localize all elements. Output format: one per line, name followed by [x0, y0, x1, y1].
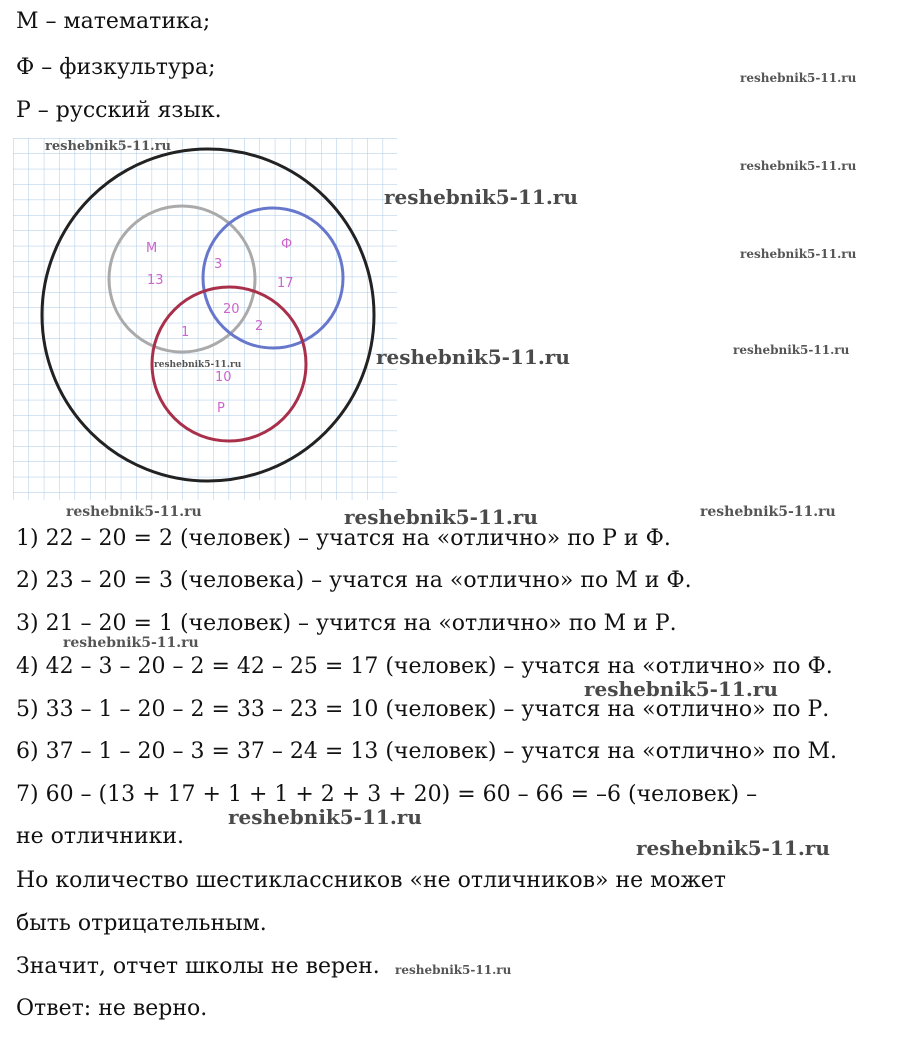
label-pe: Ф: [281, 237, 293, 252]
num-pe-russian: 2: [255, 319, 264, 334]
label-russian: Р: [217, 401, 225, 416]
watermark: reshebnik5-11.ru: [228, 805, 422, 829]
step-5: 5) 33 – 1 – 20 – 2 = 33 – 23 = 10 (человек) – учатся на «отлично» по Р.: [16, 697, 830, 722]
watermark: reshebnik5-11.ru: [733, 343, 850, 357]
watermark: reshebnik5-11.ru: [384, 185, 578, 209]
conclusion-2: быть отрицательным.: [16, 911, 267, 936]
conclusion-1: Но количество шестиклассников «не отличников» не может: [16, 868, 726, 893]
legend-math: М – математика;: [16, 9, 211, 34]
legend-pe: Ф – физкультура;: [16, 55, 216, 80]
step-7: 7) 60 – (13 + 17 + 1 + 1 + 2 + 3 + 20) = 60 – 66 = –6 (человек) –: [16, 782, 758, 807]
step-7-continued: не отличники.: [16, 824, 185, 849]
watermark: reshebnik5-11.ru: [344, 505, 538, 529]
watermark-in-diagram: reshebnik5-11.ru: [154, 360, 242, 370]
watermark: reshebnik5-11.ru: [395, 963, 512, 977]
grid-background: [13, 138, 397, 500]
watermark: reshebnik5-11.ru: [740, 159, 857, 173]
watermark: reshebnik5-11.ru: [376, 345, 570, 369]
watermark: reshebnik5-11.ru: [66, 504, 202, 520]
watermark: reshebnik5-11.ru: [636, 836, 830, 860]
step-6: 6) 37 – 1 – 20 – 3 = 37 – 24 = 13 (человек) – учатся на «отлично» по М.: [16, 739, 837, 764]
num-math-pe: 3: [214, 257, 223, 272]
venn-diagram: [13, 138, 397, 500]
conclusion-3: Значит, отчет школы не верен.: [16, 954, 380, 979]
watermark: reshebnik5-11.ru: [63, 635, 199, 651]
label-math: М: [146, 241, 158, 256]
watermark: reshebnik5-11.ru: [740, 247, 857, 261]
num-russian-only: 10: [215, 370, 232, 385]
step-4: 4) 42 – 3 – 20 – 2 = 42 – 25 = 17 (человек) – учатся на «отлично» по Ф.: [16, 654, 833, 679]
step-2: 2) 23 – 20 = 3 (человека) – учатся на «отлично» по М и Ф.: [16, 568, 692, 593]
answer: Ответ: не верно.: [16, 996, 208, 1021]
watermark-diagram-top: reshebnik5-11.ru: [45, 139, 172, 154]
num-all-three: 20: [223, 302, 240, 317]
step-3: 3) 21 – 20 = 1 (человек) – учится на «отлично» по М и Р.: [16, 611, 677, 636]
watermark: reshebnik5-11.ru: [584, 677, 778, 701]
step-1: 1) 22 – 20 = 2 (человек) – учатся на «отлично» по Р и Ф.: [16, 526, 671, 551]
watermark: reshebnik5-11.ru: [700, 504, 836, 520]
num-math-only: 13: [147, 273, 164, 288]
num-math-russian: 1: [181, 325, 190, 340]
watermark: reshebnik5-11.ru: [740, 71, 857, 85]
legend-russian: Р – русский язык.: [16, 98, 222, 123]
num-pe-only: 17: [277, 276, 294, 291]
